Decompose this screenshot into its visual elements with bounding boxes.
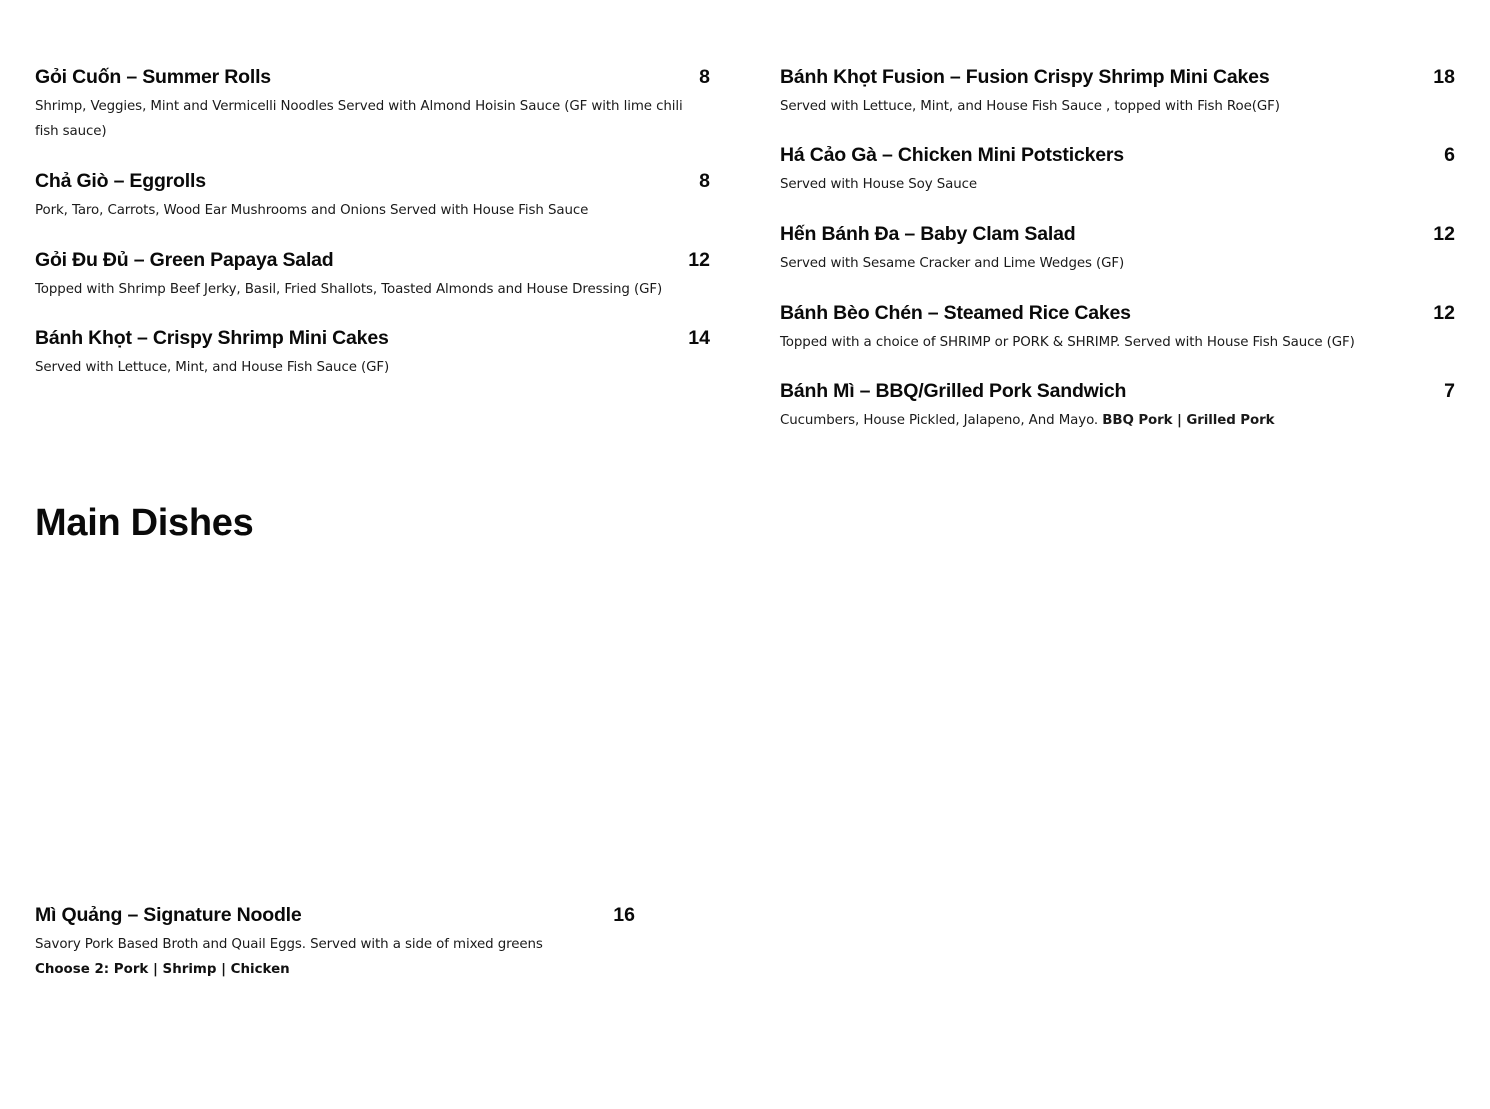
menu-item-description: Pork, Taro, Carrots, Wood Ear Mushrooms and Onions Served with House Fish Sauce [35, 203, 589, 218]
menu-item-header [780, 223, 1455, 251]
menu-item-description: Savory Pork Based Broth and Quail Eggs. Served with a side of mixed greens [35, 937, 543, 952]
menu-item [35, 170, 710, 249]
menu-item-description: Served with Lettuce, Mint, and House Fish Sauce (GF) [35, 360, 390, 375]
menu-item [35, 904, 635, 982]
menu-item [780, 380, 1455, 459]
menu-item-header [35, 66, 710, 94]
section-title-main-dishes: Main Dishes [35, 502, 254, 544]
menu-item-name: Bánh Khọt Fusion – Fusion Crispy Shrimp Mini Cakes [780, 66, 1270, 88]
menu-item-price: 18 [1433, 66, 1455, 88]
menu-item-description: Shrimp, Veggies, Mint and Vermicelli Noodles Served with Almond Hoisin Sauce (GF with lime chili fish sauce) [35, 99, 683, 139]
menu-item-description: Served with Lettuce, Mint, and House Fish Sauce , topped with Fish Roe(GF) [780, 99, 1280, 114]
menu-item-name: Bánh Bèo Chén – Steamed Rice Cakes [780, 302, 1131, 324]
menu-item-name: Mì Quảng – Signature Noodle [35, 904, 302, 926]
menu-item-description: Served with House Soy Sauce [780, 177, 978, 192]
menu-item-header [780, 66, 1455, 94]
menu-item [35, 66, 710, 170]
menu-item-price: 6 [1444, 144, 1455, 166]
menu-item-price: 12 [688, 249, 710, 271]
menu-item-description: Topped with Shrimp Beef Jerky, Basil, Fried Shallots, Toasted Almonds and House Dressing (GF) [35, 282, 663, 297]
menu-item-header [35, 249, 710, 277]
menu-item-header [780, 144, 1455, 172]
menu-item [780, 144, 1455, 223]
menu-item-price: 12 [1433, 223, 1455, 245]
menu-item-name: Bánh Mì – BBQ/Grilled Pork Sandwich [780, 380, 1127, 402]
menu-item-name: Hến Bánh Đa – Baby Clam Salad [780, 223, 1076, 245]
menu-item-price: 7 [1444, 380, 1455, 402]
menu-item-description: Served with Sesame Cracker and Lime Wedges (GF) [780, 256, 1125, 271]
menu-item [35, 249, 710, 327]
menu-item-price: 8 [699, 66, 710, 88]
appetizers-left-column [35, 66, 710, 406]
menu-item [780, 302, 1455, 380]
menu-item [780, 223, 1455, 302]
menu-item-price: 12 [1433, 302, 1455, 324]
menu-item-price: 8 [699, 170, 710, 192]
menu-item-name: Chả Giò – Eggrolls [35, 170, 206, 192]
menu-item-price: 14 [688, 327, 710, 349]
menu-item-header [780, 380, 1455, 408]
menu-item-description-text: Cucumbers, House Pickled, Jalapeno, And Mayo. [780, 413, 1099, 428]
menu-item [780, 66, 1455, 144]
menu-item-name: Gỏi Đu Đủ – Green Papaya Salad [35, 249, 334, 271]
menu-item-header [35, 904, 635, 932]
menu-item-name: Gỏi Cuốn – Summer Rolls [35, 66, 271, 88]
appetizers-right-column [780, 66, 1455, 459]
menu-item-name: Há Cảo Gà – Chicken Mini Potstickers [780, 144, 1124, 166]
menu-item-header [780, 302, 1455, 330]
menu-item-options: BBQ Pork | Grilled Pork [1102, 413, 1275, 428]
menu-item [35, 327, 710, 406]
menu-item-description [780, 408, 1455, 433]
menu-item-header [35, 327, 710, 355]
menu-item-choice-note: Choose 2: Pork | Shrimp | Chicken [35, 962, 290, 977]
menu-item-price: 16 [613, 904, 635, 926]
menu-item-header [35, 170, 710, 198]
menu-item-name: Bánh Khọt – Crispy Shrimp Mini Cakes [35, 327, 389, 349]
menu-item-description: Topped with a choice of SHRIMP or PORK & SHRIMP. Served with House Fish Sauce (GF) [780, 335, 1355, 350]
